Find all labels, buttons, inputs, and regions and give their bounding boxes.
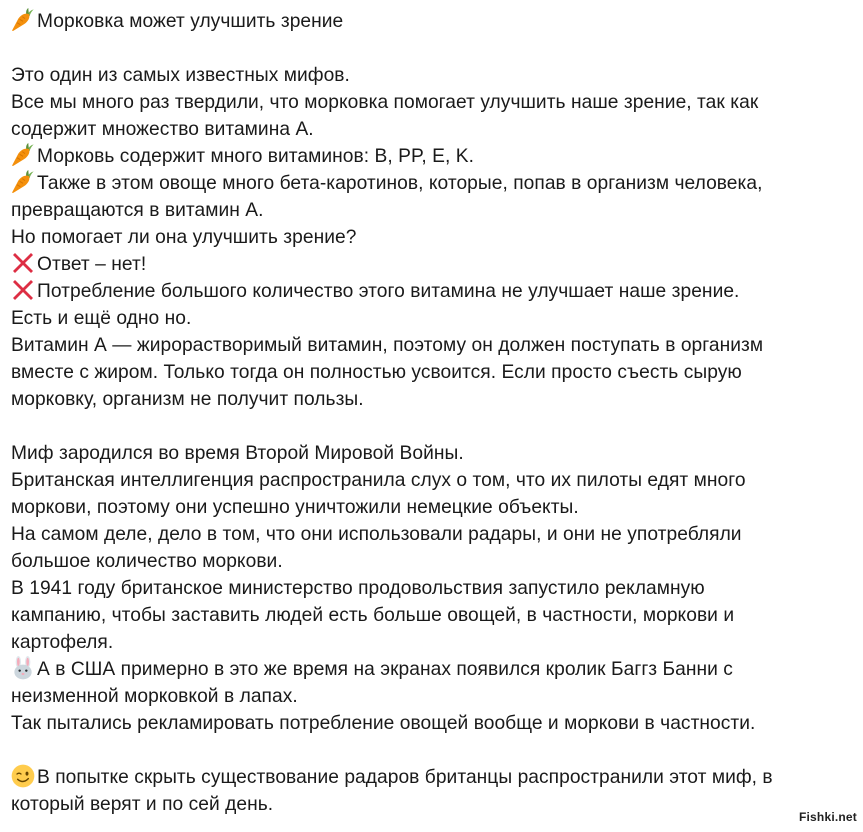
text-line: Витамин А — жирорастворимый витамин, поэтому он должен поступать в организм xyxy=(11,335,764,356)
cross-mark-icon xyxy=(11,251,35,275)
text-line: На самом деле, дело в том, что они использовали радары, и они не употребляли xyxy=(11,524,742,545)
text-line: Морковь содержит много витаминов: B, PP, E, K. xyxy=(37,146,474,167)
text-line: моркови, поэтому они успешно уничтожили немецкие объекты. xyxy=(11,497,579,518)
text-line: содержит множество витамина А. xyxy=(11,119,314,140)
post-body xyxy=(11,8,856,818)
text-line: который верят и по сей день. xyxy=(11,794,274,815)
text-line: Есть и ещё одно но. xyxy=(11,308,192,329)
carrot-icon xyxy=(11,143,35,167)
carrot-icon xyxy=(11,8,35,32)
text-line: картофеля. xyxy=(11,632,114,653)
carrot-line-vitamins xyxy=(11,143,856,170)
text-line: кампанию, чтобы заставить людей есть больше овощей, в частности, моркови и xyxy=(11,605,735,626)
text-line: В попытке скрыть существование радаров британцы распространили этот миф, в xyxy=(37,767,773,788)
text-line: Ответ – нет! xyxy=(37,254,147,275)
wink-line xyxy=(11,764,856,791)
carrot-icon xyxy=(11,170,35,194)
blank-line xyxy=(11,413,856,440)
text-line: Это один из самых известных мифов. xyxy=(11,65,350,86)
text-line: большое количество моркови. xyxy=(11,551,283,572)
text-line: Миф зародился во время Второй Мировой Войны. xyxy=(11,443,464,464)
text-line: неизменной морковкой в лапах. xyxy=(11,686,298,707)
text-line: Так пытались рекламировать потребление овощей вообще и моркови в частности. xyxy=(11,713,756,734)
text-line: Потребление большого количество этого витамина не улучшает наше зрение. xyxy=(37,281,740,302)
text-line: Также в этом овоще много бета-каротинов, которые, попав в организм человека, xyxy=(37,173,763,194)
text-line: Но помогает ли она улучшить зрение? xyxy=(11,227,357,248)
text-line: Все мы много раз твердили, что морковка помогает улучшить наше зрение, так как xyxy=(11,92,759,113)
rabbit-face-icon xyxy=(11,656,35,680)
text-line: морковку, организм не получит пользы. xyxy=(11,389,364,410)
cross-line-consumption xyxy=(11,278,856,305)
rabbit-line xyxy=(11,656,856,683)
text-line: А в США примерно в это же время на экранах появился кролик Баггз Банни с xyxy=(37,659,733,680)
cross-mark-icon xyxy=(11,278,35,302)
text-line: превращаются в витамин А. xyxy=(11,200,264,221)
carrot-line-carotene xyxy=(11,170,856,197)
blank-line xyxy=(11,35,856,62)
post-title: Морковка может улучшить зрение xyxy=(37,11,344,32)
blank-line xyxy=(11,737,856,764)
winking-face-icon xyxy=(11,764,35,788)
cross-line-answer xyxy=(11,251,856,278)
text-line: вместе с жиром. Только тогда он полностью усвоится. Если просто съесть сырую xyxy=(11,362,742,383)
text-line: В 1941 году британское министерство продовольствия запустило рекламную xyxy=(11,578,705,599)
post-title-line xyxy=(11,8,856,35)
watermark-logo: Fishki.net xyxy=(798,810,857,824)
text-line: Британская интеллигенция распространила слух о том, что их пилоты едят много xyxy=(11,470,746,491)
